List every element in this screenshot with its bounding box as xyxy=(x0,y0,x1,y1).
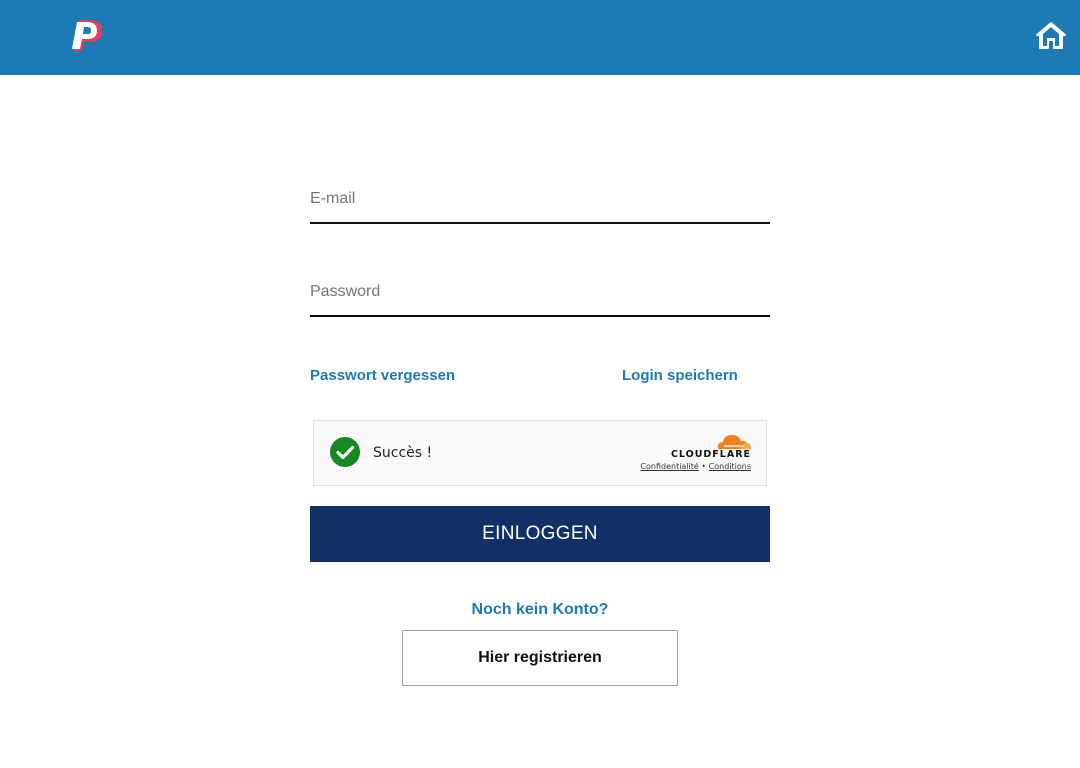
login-button[interactable]: EINLOGGEN xyxy=(310,506,770,562)
captcha-footer-links xyxy=(640,462,751,471)
link-separator: • xyxy=(701,462,707,471)
cloudflare-captcha-widget xyxy=(313,420,767,486)
terms-link[interactable]: Conditions xyxy=(708,462,751,471)
captcha-status-text: Succès ! xyxy=(373,445,433,461)
password-input[interactable] xyxy=(310,283,770,301)
cloudflare-wordmark: CLOUDFLARE xyxy=(670,449,751,460)
register-button[interactable]: Hier registrieren xyxy=(402,630,678,686)
top-navigation-bar xyxy=(0,0,1080,75)
email-input[interactable] xyxy=(310,190,770,208)
password-field-container xyxy=(310,261,770,317)
remember-login-link[interactable]: Login speichern xyxy=(622,367,738,384)
p-logo-icon[interactable] xyxy=(70,18,104,54)
home-icon[interactable] xyxy=(1035,20,1067,50)
email-field-container xyxy=(310,168,770,224)
privacy-link[interactable]: Confidentialité xyxy=(640,462,699,471)
success-check-icon xyxy=(330,437,360,467)
forgot-password-link[interactable]: Passwort vergessen xyxy=(310,367,456,384)
no-account-text: Noch kein Konto? xyxy=(471,601,609,618)
cloudflare-cloud-icon xyxy=(714,432,752,450)
